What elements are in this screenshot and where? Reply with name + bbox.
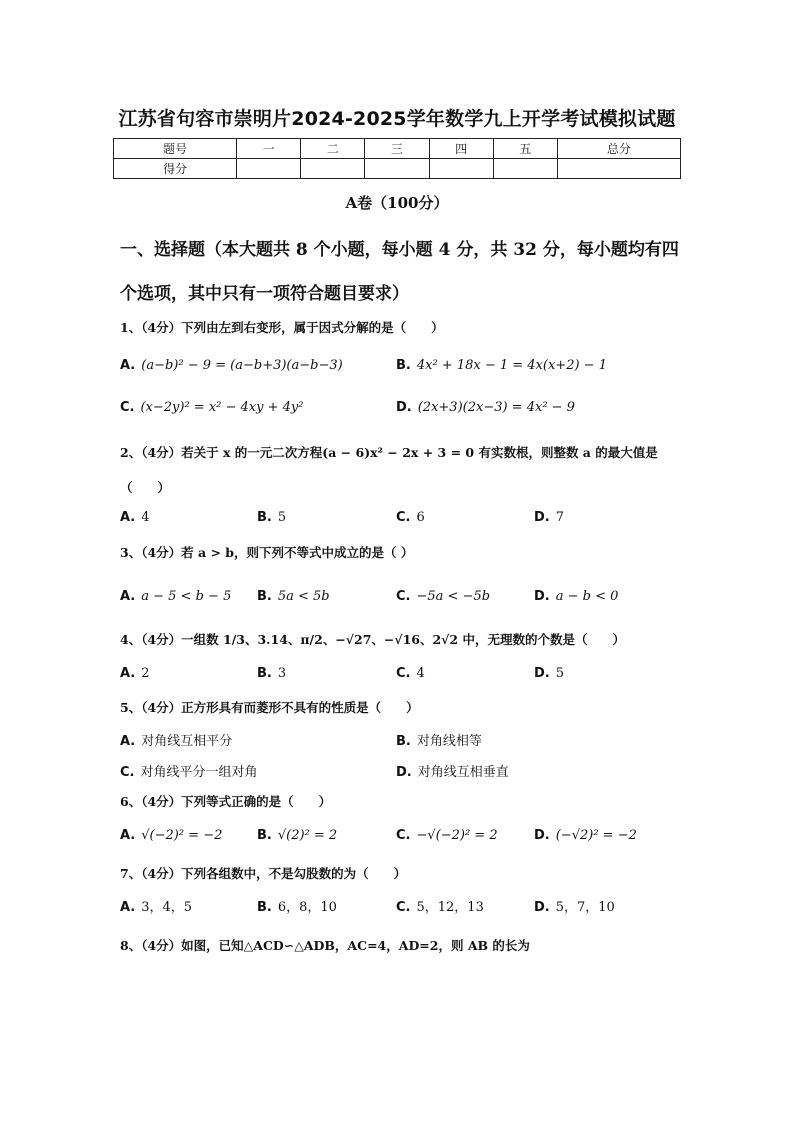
score-table-header-row <box>114 139 681 159</box>
option-label: B. <box>396 734 411 749</box>
option-label: D. <box>534 900 550 915</box>
option-label: A. <box>120 900 136 915</box>
question-3-option-a <box>120 589 231 604</box>
option-label: B. <box>396 358 411 373</box>
option-label: D. <box>396 765 412 780</box>
option-label: C. <box>120 765 135 780</box>
option-text: a − 5 < b − 5 <box>141 589 232 604</box>
option-text: (2x+3)(2x−3) = 4x² − 9 <box>417 400 575 415</box>
option-label: C. <box>396 828 411 843</box>
question-1-option-a <box>120 358 343 373</box>
question-4-option-b <box>257 666 286 681</box>
score-cell <box>557 159 680 179</box>
option-text: 5 <box>555 666 565 681</box>
option-text: 5 <box>277 510 287 525</box>
option-text: 6，8，10 <box>277 900 337 915</box>
question-2-option-b <box>257 510 286 525</box>
option-text: 4 <box>416 666 425 681</box>
question-6-stem: 6、（4分）下列等式正确的是（ ） <box>120 794 332 809</box>
question-2-option-d <box>534 510 564 525</box>
option-label: C. <box>396 900 411 915</box>
option-text: a − b < 0 <box>555 589 619 604</box>
option-text: 5，7，10 <box>555 900 615 915</box>
question-5-stem: 5、（4分）正方形具有而菱形不具有的性质是（ ） <box>120 700 419 715</box>
option-text: 对角线互相垂直 <box>417 765 509 780</box>
option-label: B. <box>257 589 272 604</box>
score-cell <box>365 159 429 179</box>
score-cell: 二 <box>301 139 365 159</box>
score-cell <box>493 159 557 179</box>
score-cell: 题号 <box>114 139 237 159</box>
option-text: 4x² + 18x − 1 = 4x(x+2) − 1 <box>416 358 607 373</box>
option-text: 对角线互相平分 <box>141 734 233 749</box>
question-5-option-d <box>396 761 509 780</box>
option-label: D. <box>534 828 550 843</box>
question-7-option-d <box>534 896 615 915</box>
option-text: 2 <box>141 666 150 681</box>
option-label: D. <box>396 400 412 415</box>
question-7-option-c <box>396 896 484 915</box>
option-label: D. <box>534 589 550 604</box>
question-6-option-d <box>534 828 637 843</box>
option-text: √(2)² = 2 <box>277 828 338 843</box>
question-1-option-b <box>396 358 607 373</box>
option-label: D. <box>534 510 550 525</box>
question-2-stem-continued: （ ） <box>120 480 171 495</box>
question-7-stem: 7、（4分）下列各组数中，不是勾股数的为（ ） <box>120 866 407 881</box>
section-a-heading: A卷（100分） <box>345 194 449 212</box>
question-2-option-a <box>120 510 150 525</box>
option-text: −5a < −5b <box>416 589 491 604</box>
question-6-option-b <box>257 828 337 843</box>
score-cell: 一 <box>237 139 301 159</box>
option-text: (x−2y)² = x² − 4xy + 4y² <box>140 400 304 415</box>
option-text: −√(−2)² = 2 <box>416 828 498 843</box>
question-3-option-b <box>257 589 330 604</box>
option-label: B. <box>257 828 272 843</box>
option-text: 对角线平分一组对角 <box>140 765 258 780</box>
option-label: A. <box>120 734 136 749</box>
option-text: (a−b)² − 9 = (a−b+3)(a−b−3) <box>141 358 343 373</box>
score-cell: 五 <box>493 139 557 159</box>
option-label: C. <box>396 666 411 681</box>
option-label: A. <box>120 666 136 681</box>
question-5-option-c <box>120 761 258 780</box>
question-2-option-c <box>396 510 425 525</box>
option-label: C. <box>120 400 135 415</box>
option-label: C. <box>396 510 411 525</box>
part-one-heading: 一、选择题（本大题共 8 个小题，每小题 4 分，共 32 分，每小题均有四个选项，其中只有一项符合题目要求） <box>120 240 679 304</box>
exam-title: 江苏省句容市崇明片2024-2025学年数学九上开学考试模拟试题 <box>118 108 676 130</box>
option-text: 4 <box>141 510 150 525</box>
question-3-option-c <box>396 589 490 604</box>
option-text: 3 <box>277 666 287 681</box>
option-label: A. <box>120 358 136 373</box>
option-text: 5a < 5b <box>277 589 330 604</box>
question-3-option-d <box>534 589 618 604</box>
score-cell: 得分 <box>114 159 237 179</box>
question-4-option-d <box>534 666 564 681</box>
question-1-option-d <box>396 400 575 415</box>
option-text: (−√2)² = −2 <box>555 828 637 843</box>
question-7-option-b <box>257 896 337 915</box>
score-table-score-row <box>114 159 681 179</box>
score-cell <box>429 159 493 179</box>
question-2-stem: 2、（4分）若关于 x 的一元二次方程(a − 6)x² − 2x + 3 = 0 有实数根，则整数 a 的最大值是 <box>120 445 658 460</box>
option-text: 7 <box>555 510 565 525</box>
option-label: B. <box>257 666 272 681</box>
question-7-option-a <box>120 896 192 915</box>
option-text: 6 <box>416 510 425 525</box>
question-1-option-c <box>120 400 303 415</box>
question-5-option-a <box>120 730 232 749</box>
option-label: C. <box>396 589 411 604</box>
score-cell <box>301 159 365 179</box>
option-label: D. <box>534 666 550 681</box>
score-cell: 三 <box>365 139 429 159</box>
option-text: 3，4，5 <box>141 900 193 915</box>
option-text: 5，12，13 <box>416 900 484 915</box>
question-4-option-a <box>120 666 150 681</box>
question-5-option-b <box>396 730 482 749</box>
question-6-option-c <box>396 828 498 843</box>
option-text: √(−2)² = −2 <box>141 828 223 843</box>
option-label: A. <box>120 510 136 525</box>
score-cell: 总分 <box>557 139 680 159</box>
question-4-option-c <box>396 666 425 681</box>
question-1-stem: 1、（4分）下列由左到右变形，属于因式分解的是（ ） <box>120 320 444 335</box>
option-label: B. <box>257 510 272 525</box>
question-3-stem: 3、（4分）若 a > b，则下列不等式中成立的是（ ） <box>120 545 414 560</box>
question-8-stem: 8、（4分）如图，已知△ACD∽△ADB，AC=4，AD=2，则 AB 的长为 <box>120 938 530 953</box>
question-4-stem: 4、（4分）一组数 1/3、3.14、π/2、−√27、−√16、2√2 中，无理数的个数是（ ） <box>120 632 625 647</box>
option-label: A. <box>120 589 136 604</box>
score-cell <box>237 159 301 179</box>
option-text: 对角线相等 <box>416 734 482 749</box>
question-6-option-a <box>120 828 222 843</box>
option-label: B. <box>257 900 272 915</box>
score-table <box>113 138 681 179</box>
option-label: A. <box>120 828 136 843</box>
score-cell: 四 <box>429 139 493 159</box>
